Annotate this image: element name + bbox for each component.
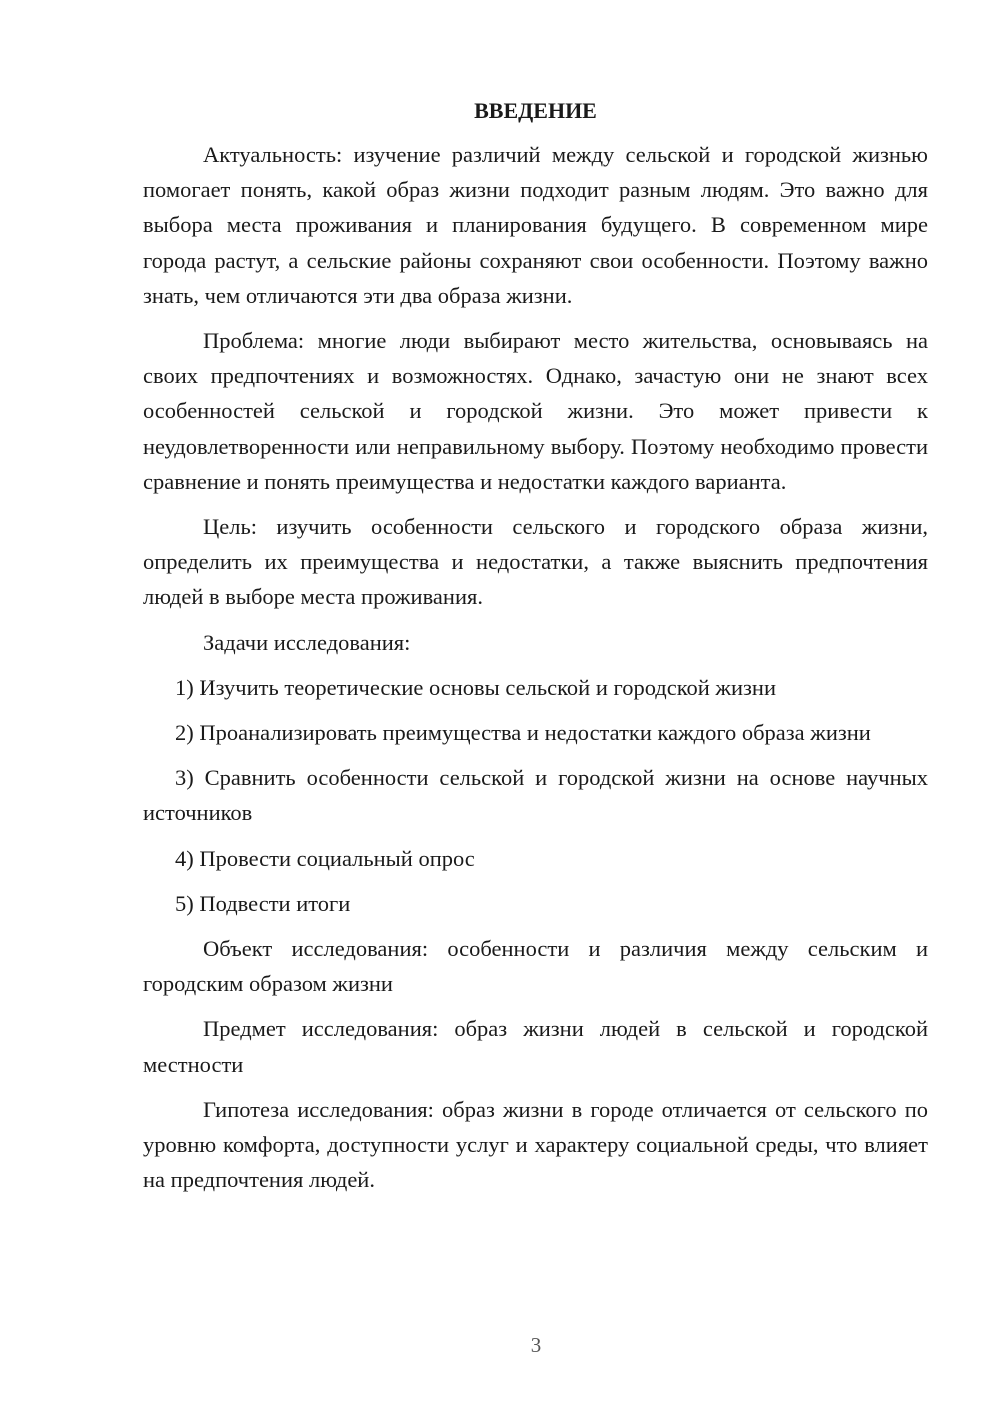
task-item: 5) Подвести итоги xyxy=(175,890,351,916)
relevance-paragraph: Актуальность: изучение различий между сельской и городской жизнью помогает понять, какой образ жизни подходит разным людям. Это важно для выбора места проживания и планирования будущего. В современном мире города растут, а сельские районы сохраняют свои особенности. Поэтому важно знать, чем отличаются эти два образа жизни. xyxy=(143,142,928,308)
section-title: ВВЕДЕНИЕ xyxy=(474,98,597,123)
problem-paragraph: Проблема: многие люди выбирают место жительства, основываясь на своих предпочтениях и возможностях. Однако, зачастую они не знают всех особенностей сельской и городской жизни. Это может привести к неудовлетворенности или неправильному выбору. Поэтому необходимо провести сравнение и понять преимущества и недостатки каждого варианта. xyxy=(143,328,928,494)
document-page xyxy=(143,94,928,1207)
tasks-heading: Задачи исследования: xyxy=(203,629,411,655)
page-number: 3 xyxy=(530,1333,542,1357)
task-item: 2) Проанализировать преимущества и недостатки каждого образа жизни xyxy=(175,720,871,746)
task-item: 1) Изучить теоретические основы сельской и городской жизни xyxy=(175,674,776,700)
task-item: 3) Сравнить особенности сельской и городской жизни на основе научных источников xyxy=(143,765,928,826)
hypothesis-paragraph: Гипотеза исследования: образ жизни в городе отличается от сельского по уровню комфорта, доступности услуг и характеру социальной среды, что влияет на предпочтения людей. xyxy=(143,1096,928,1193)
goal-paragraph: Цель: изучить особенности сельского и городского образа жизни, определить их преимущества и недостатки, а также выяснить предпочтения людей в выборе места проживания. xyxy=(143,514,928,610)
task-item: 4) Провести социальный опрос xyxy=(175,845,475,871)
subject-paragraph: Предмет исследования: образ жизни людей в сельской и городской местности xyxy=(143,1016,928,1077)
object-paragraph: Объект исследования: особенности и различия между сельским и городским образом жизни xyxy=(143,936,928,997)
